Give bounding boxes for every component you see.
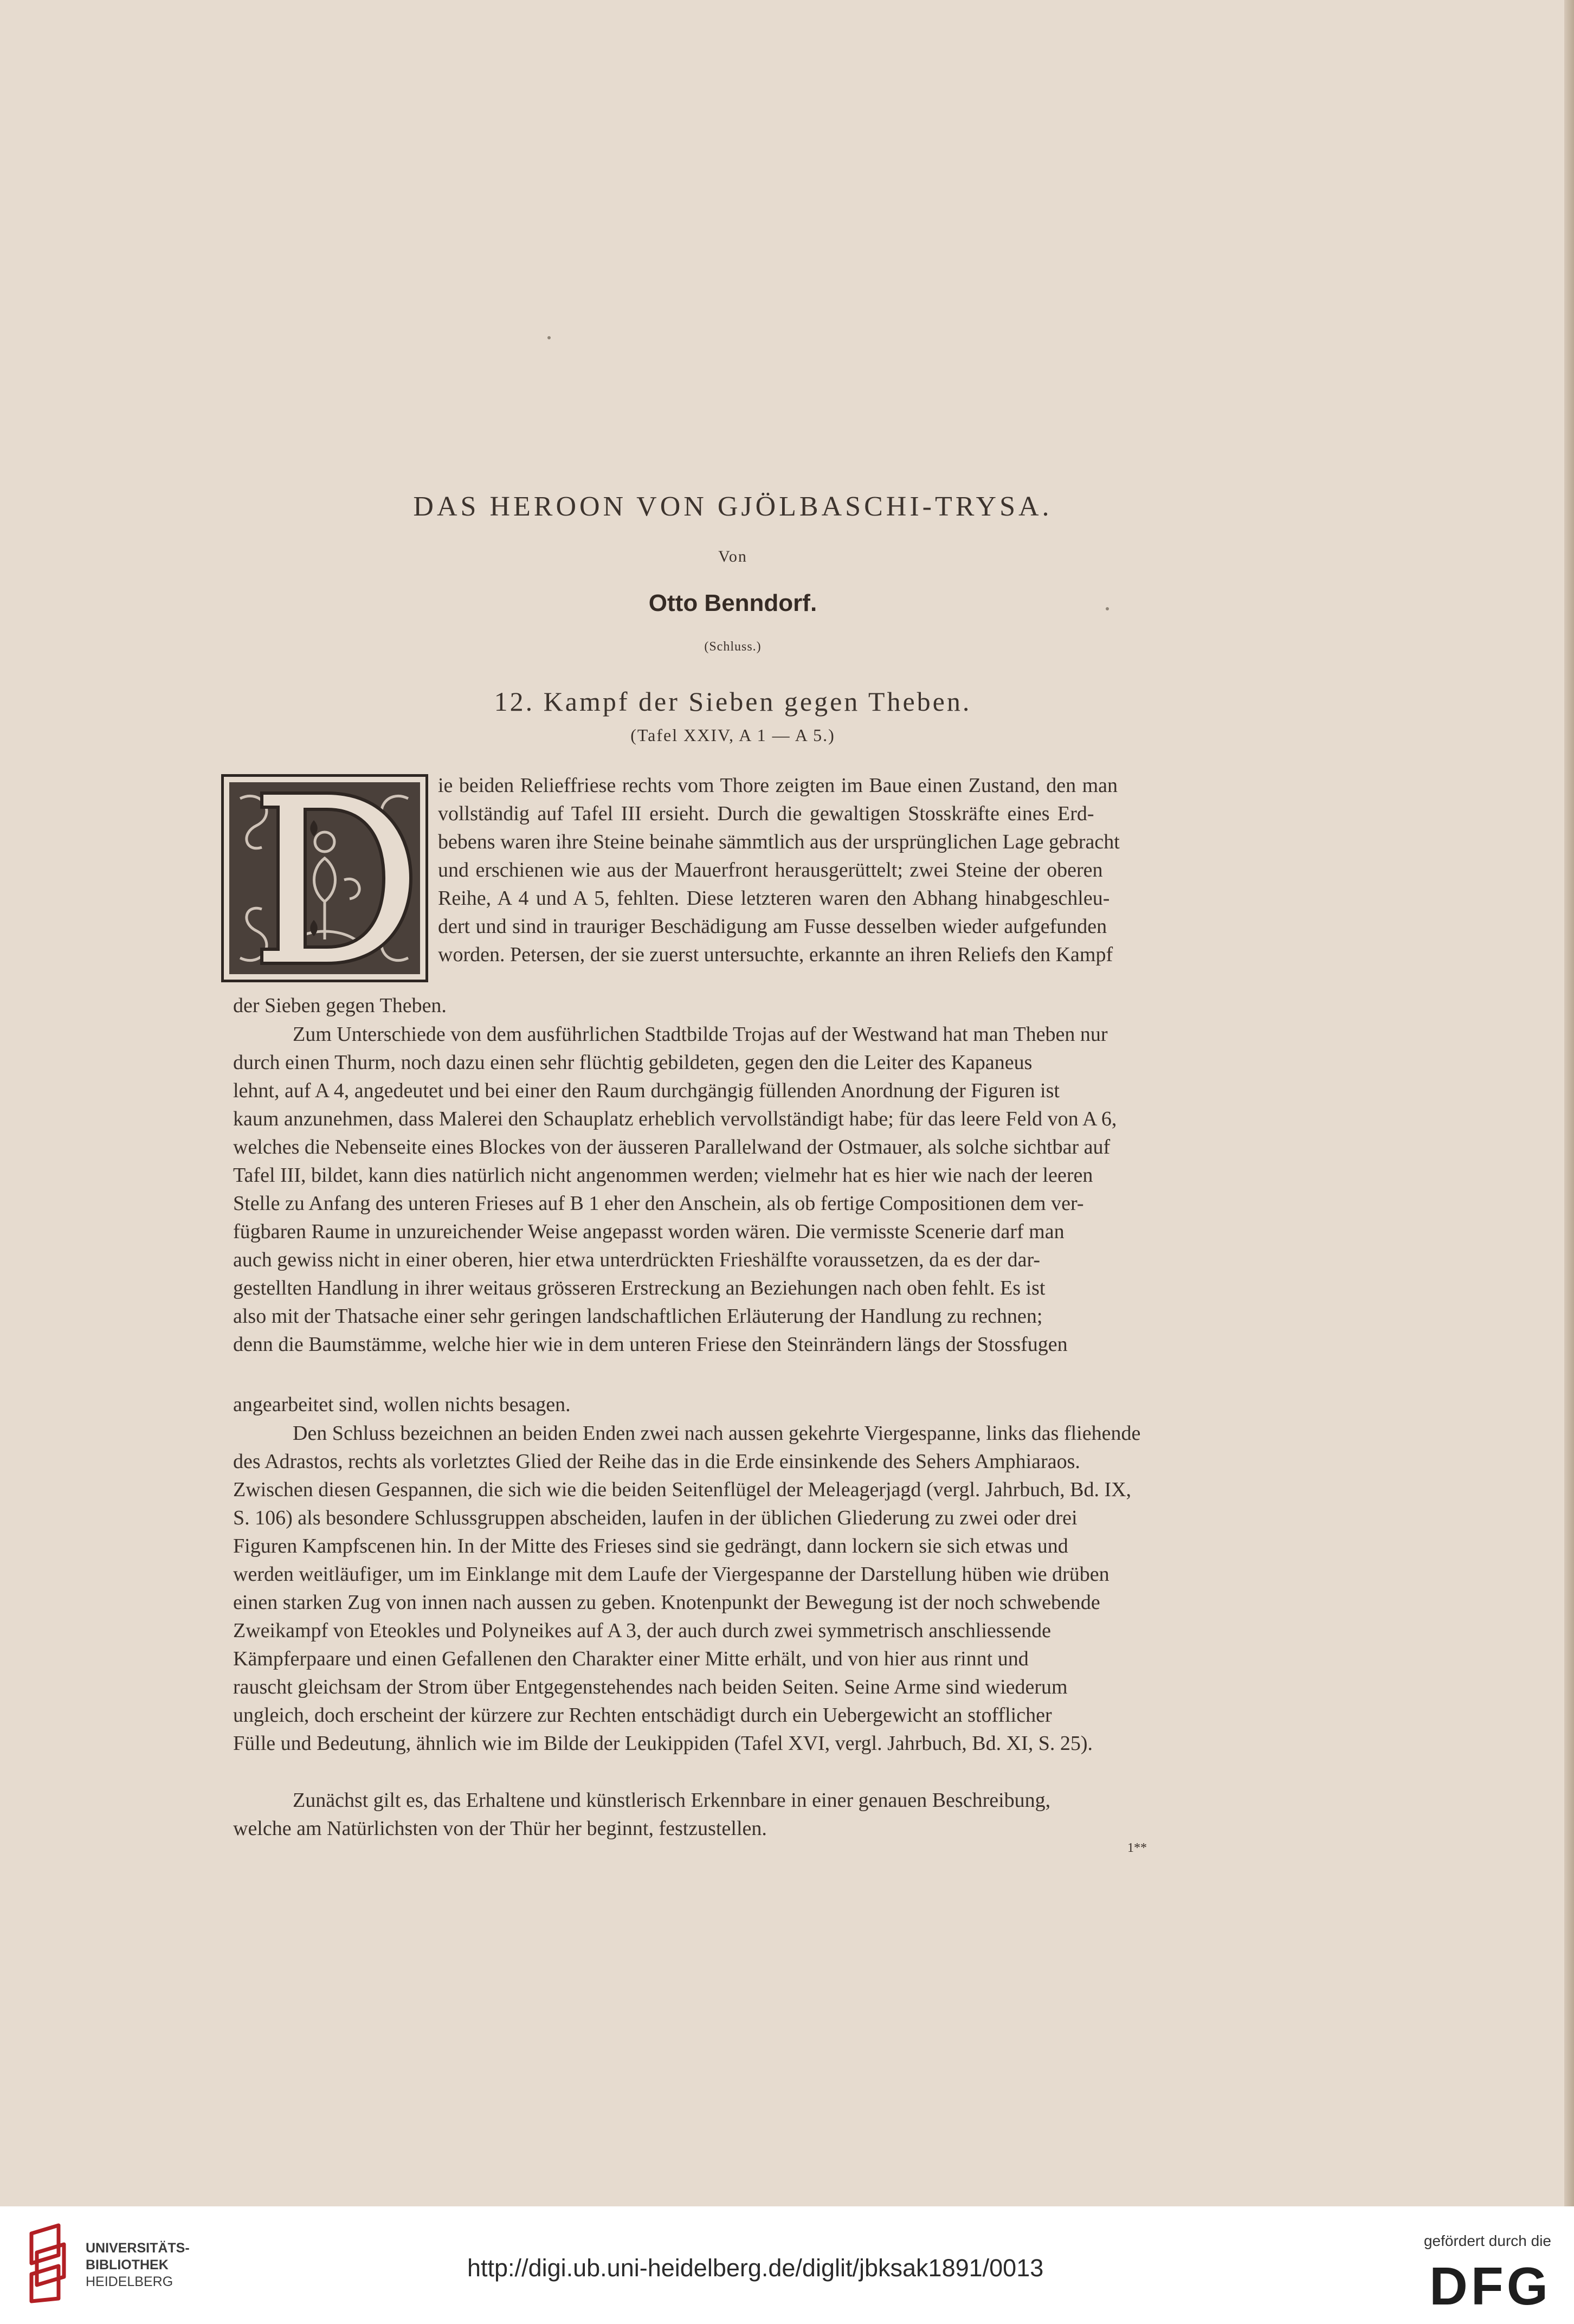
ornament-initial-icon [224,777,425,980]
continuation-note: (Schluss.) [704,640,762,654]
text-line: lehnt, auf A 4, angedeutet und bei einer den Raum durchgängig füllenden Anordnung der Figuren ist [233,1079,1060,1102]
library-line: UNIVERSITÄTS- [86,2241,190,2256]
text-line: Fülle und Bedeutung, ähnlich wie im Bilde der Leukippiden (Tafel XVI, vergl. Jahrbuch, Bd. XI, S. 25). [233,1732,1093,1755]
text-line: S. 106) als besondere Schlussgruppen abscheiden, laufen in der üblichen Gliederung zu zwei oder drei [233,1507,1078,1529]
signature-mark: 1** [1127,1841,1147,1855]
text-line: gestellten Handlung in ihrer weitaus grösseren Erstreckung an Beziehungen nach oben fehlt. Es ist [233,1277,1046,1299]
ub-heidelberg-logo-icon [26,2223,72,2304]
text-line: Kämpferpaare und einen Gefallenen den Charakter einer Mitte erhält, und von hier aus rinnt und [233,1647,1029,1670]
text-line: fügbaren Raume in unzureichender Weise angepasst worden wären. Die vermisste Scenerie darf man [233,1220,1065,1243]
text-line: Zweikampf von Eteokles und Polyneikes auf A 3, der auch durch zwei symmetrisch anschliessende [233,1619,1052,1642]
text-line: worden. Petersen, der sie zuerst untersuchte, erkannte an ihren Reliefs den Kampf [438,943,1113,966]
text-line: Reihe, A 4 und A 5, fehlten. Diese letzteren waren den Abhang hinabgeschleu- [438,887,1110,910]
library-name [86,2240,190,2290]
dfg-logo: DFG [1429,2256,1551,2316]
permalink-url[interactable]: http://digi.ub.uni-heidelberg.de/diglit/jbksak1891/0013 [467,2254,1044,2282]
text-line: durch einen Thurm, noch dazu einen sehr flüchtig gebildeten, gegen den die Leiter des Kapaneus [233,1051,1033,1074]
text-line: auch gewiss nicht in einer oberen, hier etwa unterdrückten Frieshälfte voraussetzen, da es der dar- [233,1248,1041,1271]
text-line: Zwischen diesen Gespannen, die sich wie die beiden Seitenflügel der Meleagerjagd (vergl. Jahrbuch, Bd. IX, [233,1478,1132,1501]
funding-note: gefördert durch die [1423,2232,1551,2249]
text-line: welches die Nebenseite eines Blockes von der äusseren Parallelwand der Ostmauer, als solche sichtbar auf [233,1136,1111,1158]
text-line: der Sieben gegen Theben. [233,994,447,1017]
text-line: Tafel III, bildet, kann dies natürlich nicht angenommen werden; vielmehr hat es hier wie nach der leeren [233,1164,1093,1187]
text-line: angearbeitet sind, wollen nichts besagen. [233,1393,571,1416]
text-line: Zunächst gilt es, das Erhaltene und künstlerisch Erkennbare in einer genauen Beschreibung, [293,1789,1051,1812]
text-line: welche am Natürlichsten von der Thür her beginnt, festzustellen. [233,1817,767,1840]
page-edge [1564,0,1574,2206]
text-line: denn die Baumstämme, welche hier wie in dem unteren Friese den Steinrändern längs der Stossfugen [233,1333,1068,1356]
plate-reference: (Tafel XXIV, A 1 — A 5.) [630,725,835,745]
author-name: Otto Benndorf. [648,590,817,616]
text-line: Den Schluss bezeichnen an beiden Enden zwei nach aussen gekehrte Viergespanne, links das fliehende [293,1422,1141,1445]
library-line: BIBLIOTHEK [86,2257,169,2273]
text-line: einen starken Zug von innen nach aussen zu geben. Knotenpunkt der Bewegung ist der noch schwebende [233,1591,1100,1614]
text-line: ie beiden Relieffriese rechts vom Thore zeigten im Baue einen Zustand, den man [438,774,1118,797]
article-title: DAS HEROON VON GJÖLBASCHI-TRYSA. [413,491,1053,522]
text-line: Zum Unterschiede von dem ausführlichen Stadtbilde Trojas auf der Westwand hat man Theben nur [293,1023,1108,1046]
text-line: also mit der Thatsache einer sehr geringen landschaftlichen Erläuterung der Handlung zu rechnen; [233,1305,1043,1328]
text-line: ungleich, doch erscheint der kürzere zur Rechten entschädigt durch ein Uebergewicht an stofflicher [233,1704,1052,1727]
section-heading: 12. Kampf der Sieben gegen Theben. [494,686,972,717]
text-line: werden weitläufiger, um im Einklange mit dem Laufe der Viergespanne der Darstellung hüben wie drüben [233,1563,1109,1586]
paper-speck [547,336,551,339]
text-line: Stelle zu Anfang des unteren Frieses auf B 1 eher den Anschein, als ob fertige Compositionen dem ver- [233,1192,1084,1215]
text-line: des Adrastos, rechts als vorletztes Glied der Reihe das in die Erde einsinkende des Sehers Amphiaraos. [233,1450,1080,1473]
text-line: rauscht gleichsam der Strom über Entgegenstehendes nach beiden Seiten. Seine Arme sind wiederum [233,1676,1068,1698]
decorated-initial [221,774,428,982]
text-line: vollständig auf Tafel III ersieht. Durch die gewaltigen Stosskräfte eines Erd- [438,802,1094,825]
text-line: kaum anzunehmen, dass Malerei den Schauplatz erheblich vervollständigt habe; für das leere Feld von A 6, [233,1108,1117,1130]
text-line: bebens waren ihre Steine beinahe sämmtlich aus der ursprünglichen Lage gebracht [438,831,1120,853]
digitization-footer [0,2206,1574,2324]
byline: Von [718,548,747,565]
text-line: Figuren Kampfscenen hin. In der Mitte des Frieses sind sie gedrängt, dann lockern sie sich etwas und [233,1535,1068,1557]
text-line: dert und sind in trauriger Beschädigung am Fusse desselben wieder aufgefunden [438,915,1107,938]
library-line: HEIDELBERG [86,2274,173,2289]
text-line: und erschienen wie aus der Mauerfront herausgerüttelt; zwei Steine der oberen [438,859,1103,881]
